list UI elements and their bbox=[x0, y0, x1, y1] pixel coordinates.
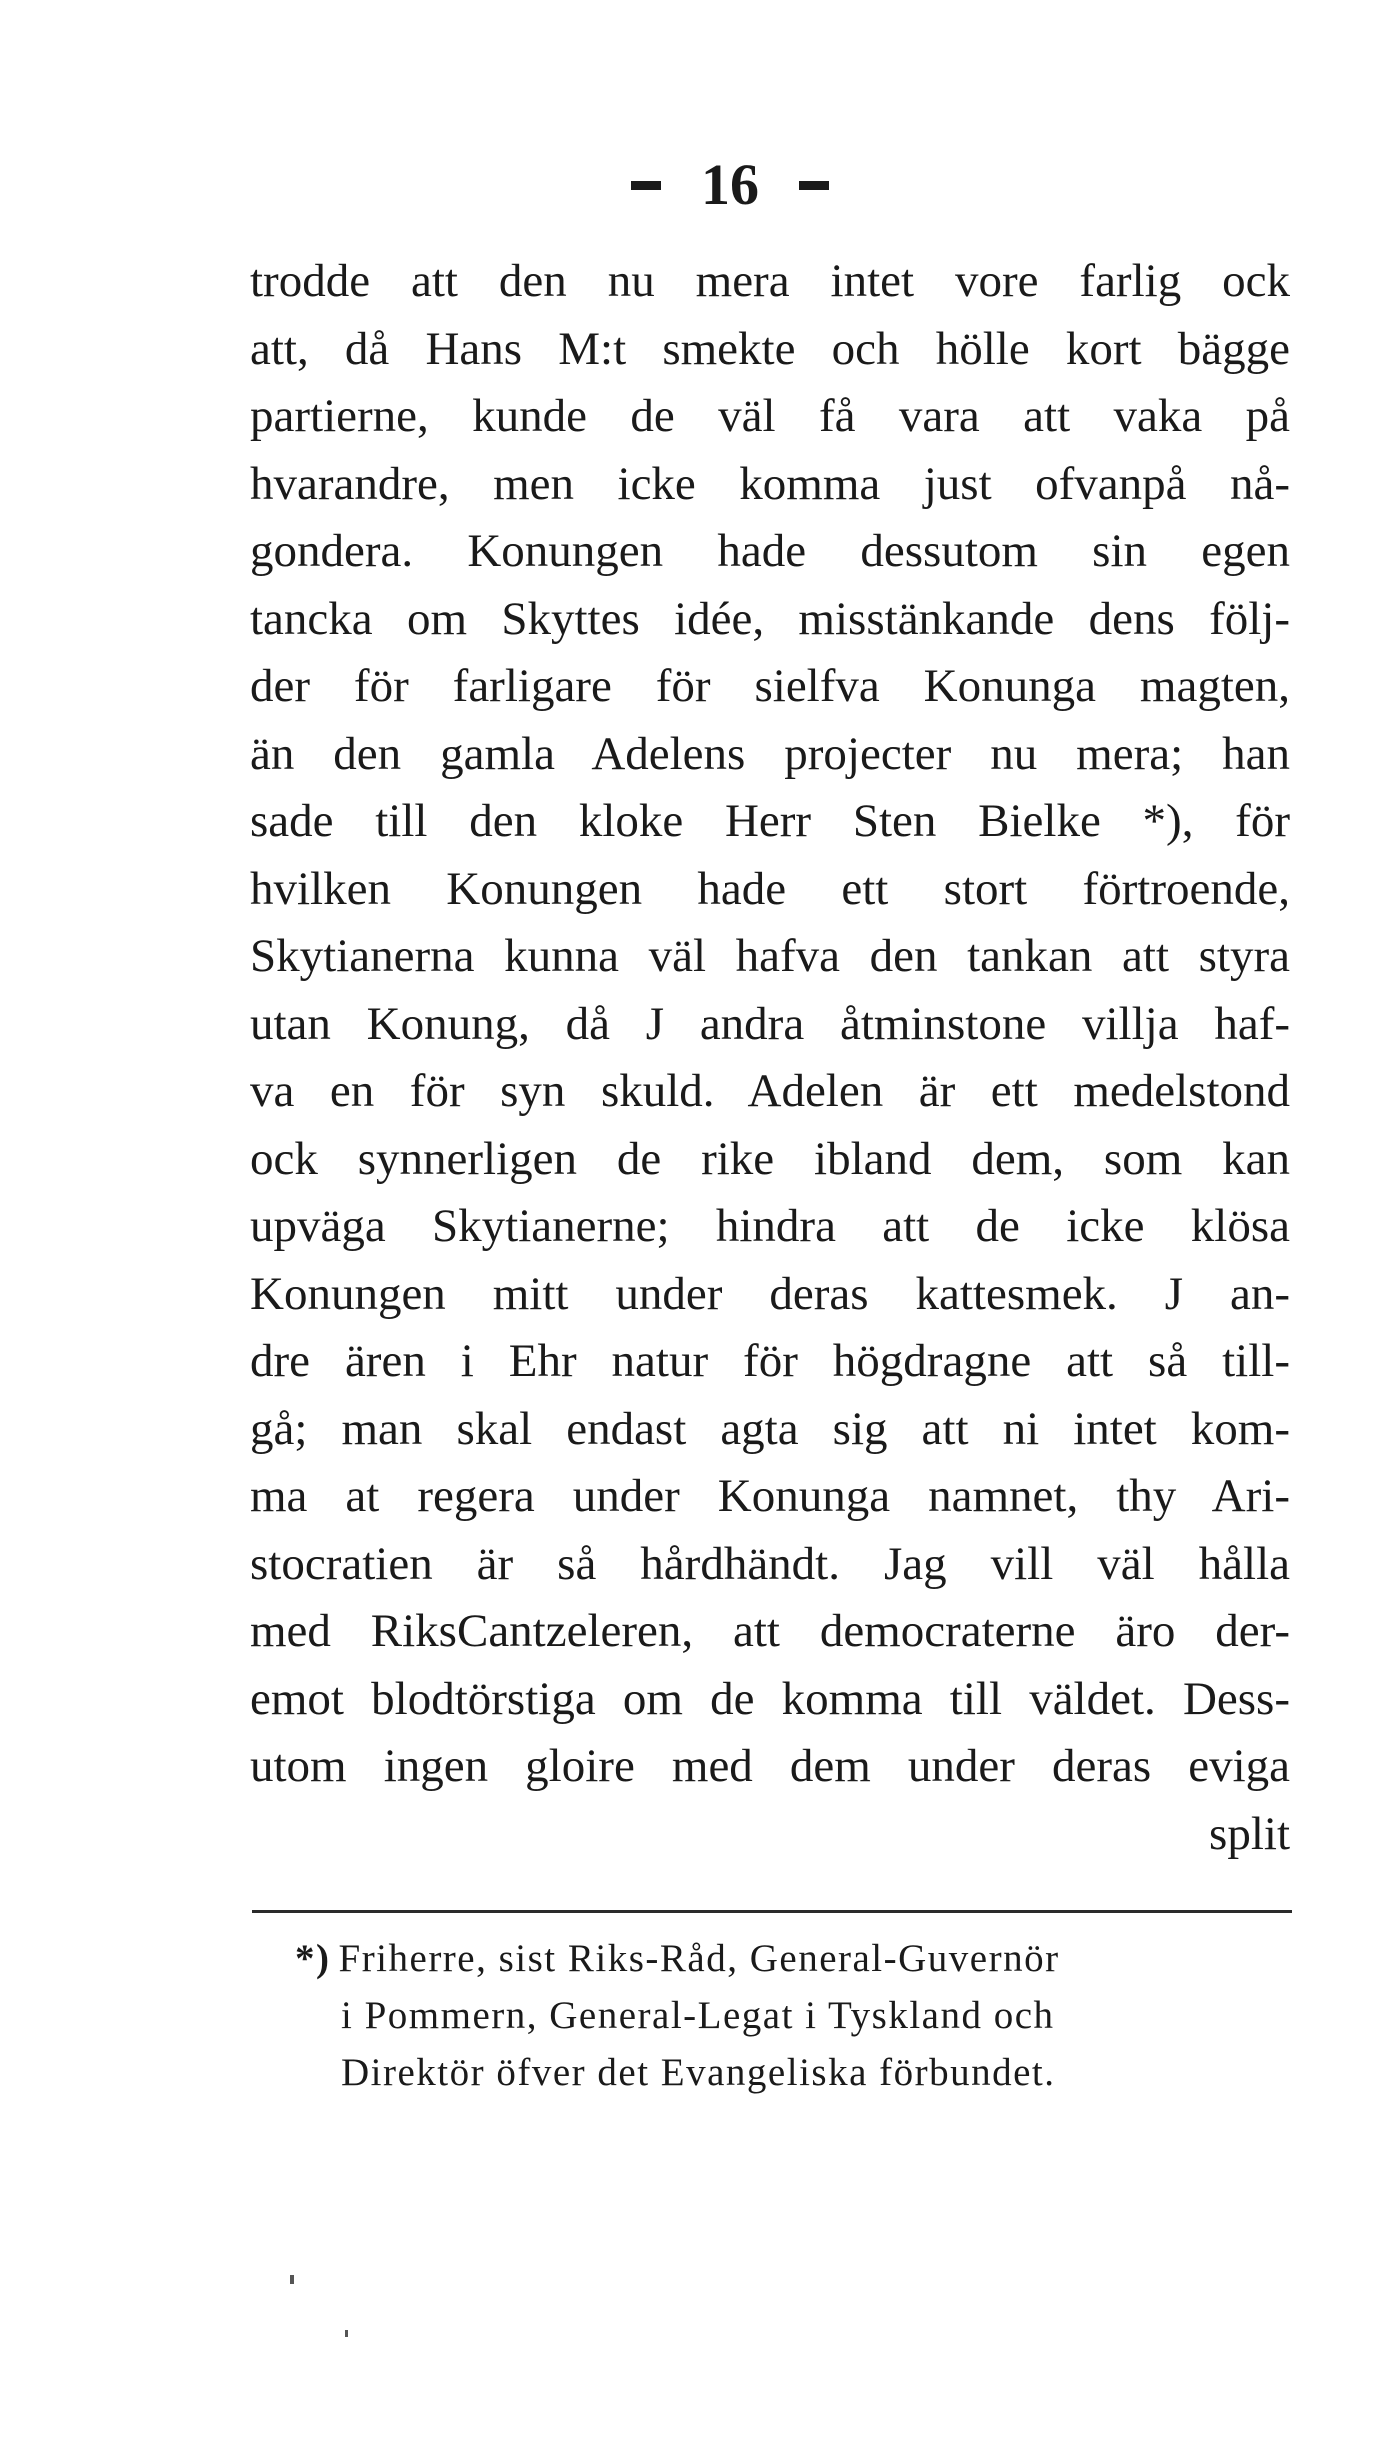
text-line: utom ingen gloire med dem under deras eviga bbox=[250, 1740, 1290, 1792]
text-line: att, då Hans M:t smekte och hölle kort bägge bbox=[250, 322, 1290, 375]
text-line: än den gamla Adelens projecter nu mera; han bbox=[250, 727, 1290, 780]
text-line: stocratien är så hårdhändt. Jag vill väl hålla bbox=[250, 1537, 1290, 1590]
body-text bbox=[250, 248, 1290, 1868]
footnote bbox=[295, 1930, 1285, 2101]
text-line: Skytianerna kunna väl hafva den tankan att styra bbox=[250, 930, 1290, 982]
text-line: trodde att den nu mera intet vore farlig ock bbox=[250, 255, 1290, 307]
page-number: 16 bbox=[701, 152, 759, 217]
print-speck bbox=[345, 2330, 348, 2337]
footnote-marker: *) bbox=[295, 1937, 331, 1980]
footnote-text: Friherre, sist Riks-Råd, General-Guvernör bbox=[338, 1937, 1060, 1980]
footnote-divider bbox=[252, 1910, 1292, 1913]
text-line: gondera. Konungen hade dessutom sin egen bbox=[250, 525, 1290, 577]
text-line: partierne, kunde de väl få vara att vaka på bbox=[250, 390, 1290, 442]
text-line: med RiksCantzeleren, att democraterne äro der- bbox=[250, 1605, 1290, 1657]
text-line: upväga Skytianerne; hindra att de icke klösa bbox=[250, 1200, 1290, 1252]
page-header bbox=[560, 150, 900, 220]
text-line: dre ären i Ehr natur för högdragne att så till- bbox=[250, 1335, 1290, 1387]
footnote-line bbox=[295, 1930, 1285, 1987]
text-line: ma at regera under Konunga namnet, thy Ari- bbox=[250, 1470, 1290, 1522]
text-line: tancka om Skyttes idée, misstänkande dens följ- bbox=[250, 592, 1290, 645]
text-line: hvarandre, men icke komma just ofvanpå nå- bbox=[250, 457, 1290, 510]
text-line: ock synnerligen de rike ibland dem, som kan bbox=[250, 1132, 1290, 1185]
text-line: hvilken Konungen hade ett stort förtroende, bbox=[250, 862, 1290, 915]
footnote-line: Direktör öfver det Evangeliska förbundet. bbox=[341, 2051, 1056, 2094]
catchword: split bbox=[1209, 1807, 1290, 1860]
text-line: utan Konung, då J andra åtminstone villja haf- bbox=[250, 997, 1290, 1050]
print-speck bbox=[290, 2275, 294, 2284]
footnote-line: i Pommern, General-Legat i Tyskland och bbox=[341, 1994, 1055, 2037]
header-dash-right bbox=[799, 181, 829, 190]
text-line: gå; man skal endast agta sig att ni intet kom- bbox=[250, 1402, 1290, 1455]
text-line: der för farligare för sielfva Konunga magten, bbox=[250, 660, 1290, 712]
text-line: Konungen mitt under deras kattesmek. J an- bbox=[250, 1267, 1290, 1320]
text-line: emot blodtörstiga om de komma till väldet. Dess- bbox=[250, 1672, 1290, 1725]
header-dash-left bbox=[631, 181, 661, 190]
text-line: va en för syn skuld. Adelen är ett medelstond bbox=[250, 1065, 1290, 1117]
text-line: sade till den kloke Herr Sten Bielke *), för bbox=[250, 795, 1290, 847]
